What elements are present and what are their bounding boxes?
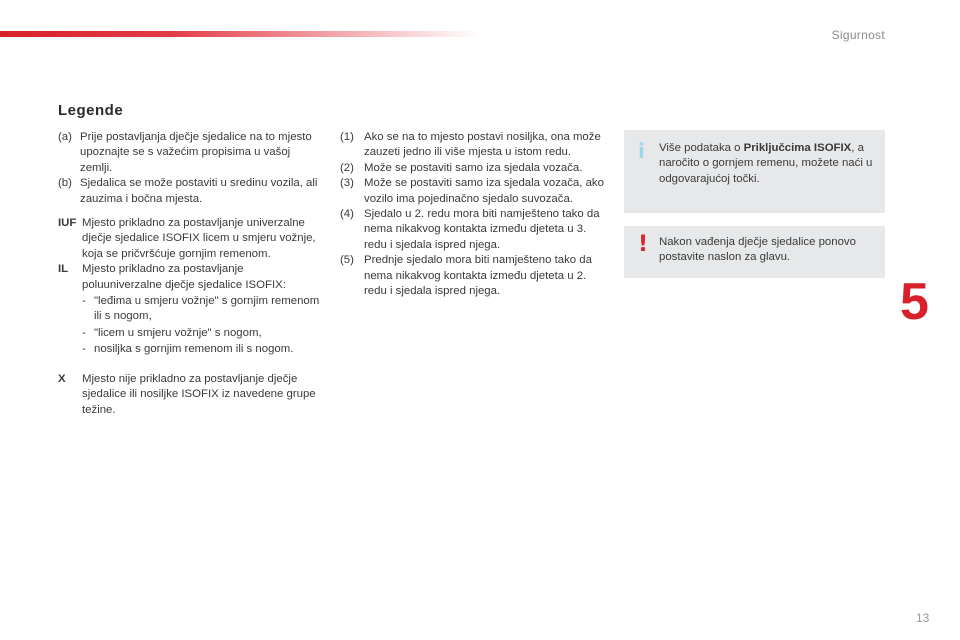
info-link-term: Priključcima ISOFIX bbox=[743, 142, 852, 154]
legend-text: Mjesto prikladno za postavljanje poluuniverzalne dječje sjedalice ISOFIX: bbox=[82, 263, 286, 291]
warning-icon: ! bbox=[638, 232, 649, 257]
legend-marker: (4) bbox=[340, 208, 354, 221]
legend-marker: (2) bbox=[340, 161, 354, 174]
legend-item-2 bbox=[340, 161, 605, 176]
bullet-item: - "leđima u smjeru vožnje" s gornjim remenom ili s nogom, bbox=[82, 294, 323, 325]
legend-text: Prije postavljanja dječje sjedalice na to mjesto upoznajte se s važećim propisima u vašoj zemlji. bbox=[80, 131, 312, 174]
legend-item-b bbox=[58, 176, 323, 207]
legend-item-il bbox=[58, 262, 323, 357]
dash-marker: - bbox=[82, 326, 86, 339]
legend-text: Sjedalica se može postaviti u sredinu vozila, ali zauzima i bočna mjesta. bbox=[80, 177, 318, 205]
dash-marker: - bbox=[82, 295, 86, 308]
legend-heading: Legende bbox=[58, 102, 124, 119]
page-number: 13 bbox=[916, 611, 930, 625]
bullet-item: - nosiljka s gornjim remenom ili s nogom. bbox=[82, 342, 323, 357]
info-box bbox=[624, 130, 885, 213]
legend-item-1 bbox=[340, 130, 605, 161]
legend-item-4 bbox=[340, 207, 605, 253]
chapter-number: 5 bbox=[900, 273, 929, 331]
header-accent-bar bbox=[0, 31, 480, 37]
legend-text: Može se postaviti samo iza sjedala vozača, ako vozilo ima pojedinačno sjedalo suvozača. bbox=[364, 177, 604, 205]
legend-text: Mjesto prikladno za postavljanje univerzalne dječje sjedalice ISOFIX licem u smjeru vožnje, koja se pričvršćuje gornjim remenom. bbox=[82, 217, 316, 260]
legend-text: Može se postaviti samo iza sjedala vozača. bbox=[364, 161, 583, 174]
legend-text: Prednje sjedalo mora biti namješteno tako da nema nikakvog kontakta između djeteta u 2. redu i sjedala ispred njega. bbox=[364, 254, 592, 298]
legend-code: X bbox=[58, 372, 66, 385]
bullet-item: - "licem u smjeru vožnje" s nogom, bbox=[82, 326, 323, 341]
dash-marker: - bbox=[82, 343, 86, 356]
legend-item-5 bbox=[340, 253, 605, 299]
section-title: Sigurnost bbox=[831, 28, 885, 42]
legend-text: Sjedalo u 2. redu mora biti namješteno tako da nema nikakvog kontakta između djeteta u 3. redu i sjedala ispred njega. bbox=[364, 208, 600, 251]
legend-marker: (1) bbox=[340, 131, 354, 143]
legend-item-a bbox=[58, 130, 323, 176]
legend-item-x bbox=[58, 372, 323, 418]
legend-column-right bbox=[340, 130, 605, 299]
legend-text: Ako se na to mjesto postavi nosiljka, ona može zauzeti jedno ili više mjesta u istom redu. bbox=[364, 131, 601, 159]
warning-text: Nakon vađenja dječje sjedalice ponovo postavite naslon za glavu. bbox=[659, 236, 856, 264]
legend-code: IL bbox=[58, 263, 69, 276]
legend-code: IUF bbox=[58, 217, 77, 230]
legend-column-left bbox=[58, 130, 323, 418]
legend-marker: (a) bbox=[58, 131, 72, 143]
info-icon: i bbox=[638, 139, 645, 163]
info-text: Više podataka o Priključcima ISOFIX, a naročito o gornjem remenu, možete naći u odgovarajućoj točki. bbox=[659, 142, 873, 185]
legend-text: Mjesto nije prikladno za postavljanje dječje sjedalice ili nosiljke ISOFIX iz navedene grupe težine. bbox=[82, 372, 316, 416]
legend-marker: (3) bbox=[340, 177, 354, 190]
legend-marker: (5) bbox=[340, 254, 354, 267]
legend-item-iuf bbox=[58, 216, 323, 262]
legend-marker: (b) bbox=[58, 177, 72, 190]
legend-item-3 bbox=[340, 176, 605, 207]
warning-box bbox=[624, 226, 885, 278]
